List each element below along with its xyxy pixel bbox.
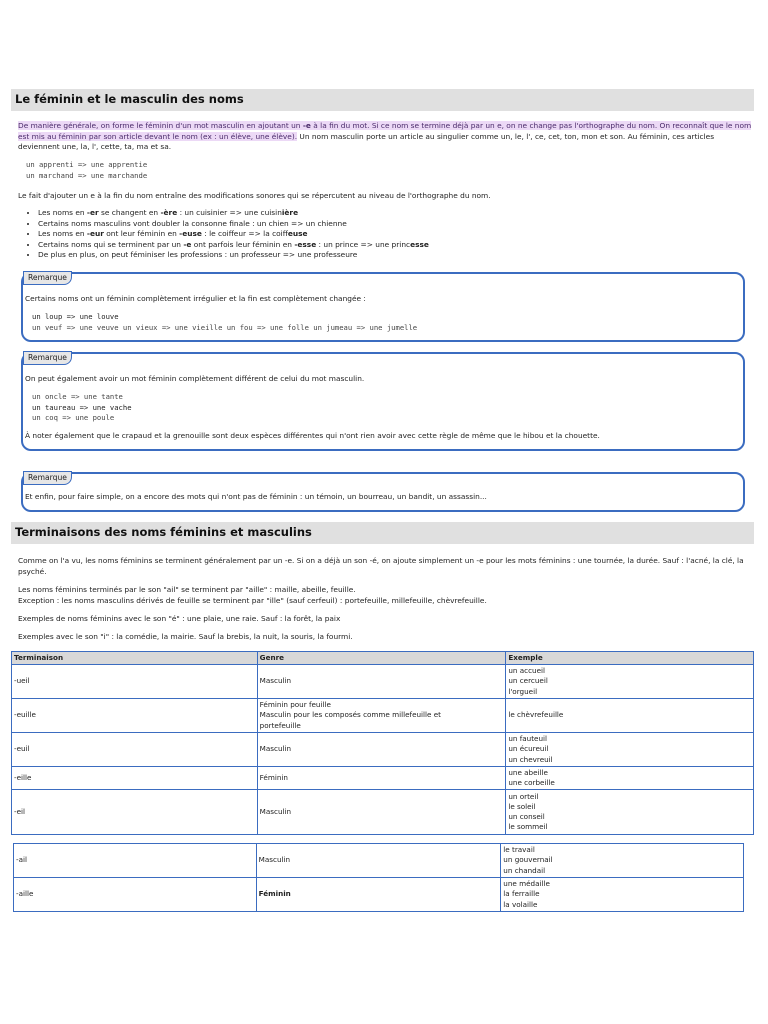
column-header: Terminaison [12,652,258,665]
rule-item: • Certains noms qui se terminent par un -e ont parfois leur féminin en -esse : un prince => une princesse [38,240,429,251]
section-title-feminin: Le féminin et le masculin des noms [11,89,754,111]
paragraph: Les noms féminins terminés par le son "ail" se terminent par "aille" : maille, abeille, feuille. [18,585,356,594]
column-header: Genre [257,652,506,665]
rule-item: • Les noms en -eur ont leur féminin en -euse : le coiffeur => la coiffeuse [38,229,429,240]
remark-tag: Remarque [23,351,72,365]
table-row: -euille Féminin pour feuille Masculin pour les composés comme millefeuille et portefeuille le chèvrefeuille [12,699,754,733]
example-line: un oncle => une tante [32,392,123,401]
rules-list [26,208,429,261]
remark-text: On peut également avoir un mot féminin complètement différent de celui du mot masculin. [25,374,365,383]
remark-box-2 [21,352,745,451]
remark-box-3 [21,472,745,512]
section-title-terminaisons: Terminaisons des noms féminins et masculins [11,522,754,544]
intro-paragraph: De manière générale, on forme le féminin d'un mot masculin en ajoutant un -e à la fin du mot. Si ce nom se termine déjà par un e, on ne change pas l'orthographe du nom. On reconnaît que le nom est mis au féminin par son article devant le nom (ex : un élève, une élève). Un nom masculin porte un article au singulier comme un, le, l', ce, cet, ton, mon et son. Au féminin, ces articles deviennent une, la, l', cette, ta, ma et sa. [18,121,752,151]
paragraph: Exception : les noms masculins dérivés de feuille se terminent par "ille" (sauf cerfeuil) : portefeuille, millefeuille, chèvrefeuille. [18,596,487,605]
example-line: un apprenti => une apprentie [26,160,148,169]
table-row: -euil Masculin un fauteuil un écureuil un chevreuil [12,733,754,767]
sound-note: Le fait d'ajouter un e à la fin du nom entraîne des modifications sonores qui se répercutent au niveau de l'orthographe du nom. [18,191,491,200]
remark-note: À noter également que le crapaud et la grenouille sont deux espèces différentes qui n'ont rien avoir avec cette règle de même que le hibou et la chouette. [25,431,600,440]
table-header-row [12,652,754,665]
remark-tag: Remarque [23,471,72,485]
column-header: Exemple [506,652,754,665]
remark-text: Certains noms ont un féminin complètement irrégulier et la fin est complètement changée : [25,294,366,303]
table-row: -ueil Masculin un accueil un cercueil l'orgueil [12,665,754,699]
table-row: -aille Féminin une médaille la ferraille la volaille [14,878,744,912]
rule-item: • Les noms en -er se changent en -ère : un cuisinier => une cuisinière [38,208,429,219]
paragraph: Exemples avec le son "i" : la comédie, la mairie. Sauf la brebis, la nuit, la souris, la fourmi. [18,632,353,641]
example-line: un coq => une poule [32,413,115,422]
example-line: un loup => une louve [32,312,119,321]
remark-tag: Remarque [23,271,72,285]
rule-item: • De plus en plus, on peut féminiser les professions : un professeur => une professeure [38,250,429,261]
example-line: un taureau => une vache [32,402,132,412]
terminations-table [11,651,754,835]
example-line: un veuf => une veuve un vieux => une vieille un fou => une folle un jumeau => une jumelle [32,322,418,332]
terminations-table-2 [13,843,744,912]
intro-highlight: De manière générale, on forme le féminin d'un mot masculin en ajoutant un -e à la fin du mot. Si ce nom se termine déjà par un e, on ne change pas l'orthographe du nom. On reconnaît que le nom est mis au féminin par son article devant le nom (ex : un élève, une élève). [18,121,752,141]
table-row: -eille Féminin une abeille une corbeille [12,767,754,790]
remark-text: Et enfin, pour faire simple, on a encore des mots qui n'ont pas de féminin : un témoin, un bourreau, un bandit, un assassin... [25,492,487,501]
example-block [26,160,147,181]
example-line: un marchand => une marchande [26,170,148,180]
table-row: -ail Masculin le travail un gouvernail un chandail [14,844,744,878]
paragraph: Exemples de noms féminins avec le son "é" : une plaie, une raie. Sauf : la forêt, la paix [18,614,341,623]
table-row: -eil Masculin un orteil le soleil un conseil le sommeil [12,790,754,835]
paragraph: Comme on l'a vu, les noms féminins se terminent généralement par un -e. Si on a déjà un son -é, on ajoute simplement un -e pour les mots féminins : une tournée, la durée. Sauf : l'acné, la clé, la psyché. [18,556,744,576]
rule-item: • Certains noms masculins vont doubler la consonne finale : un chien => un chienne [38,219,429,230]
remark-box-1 [21,272,745,342]
